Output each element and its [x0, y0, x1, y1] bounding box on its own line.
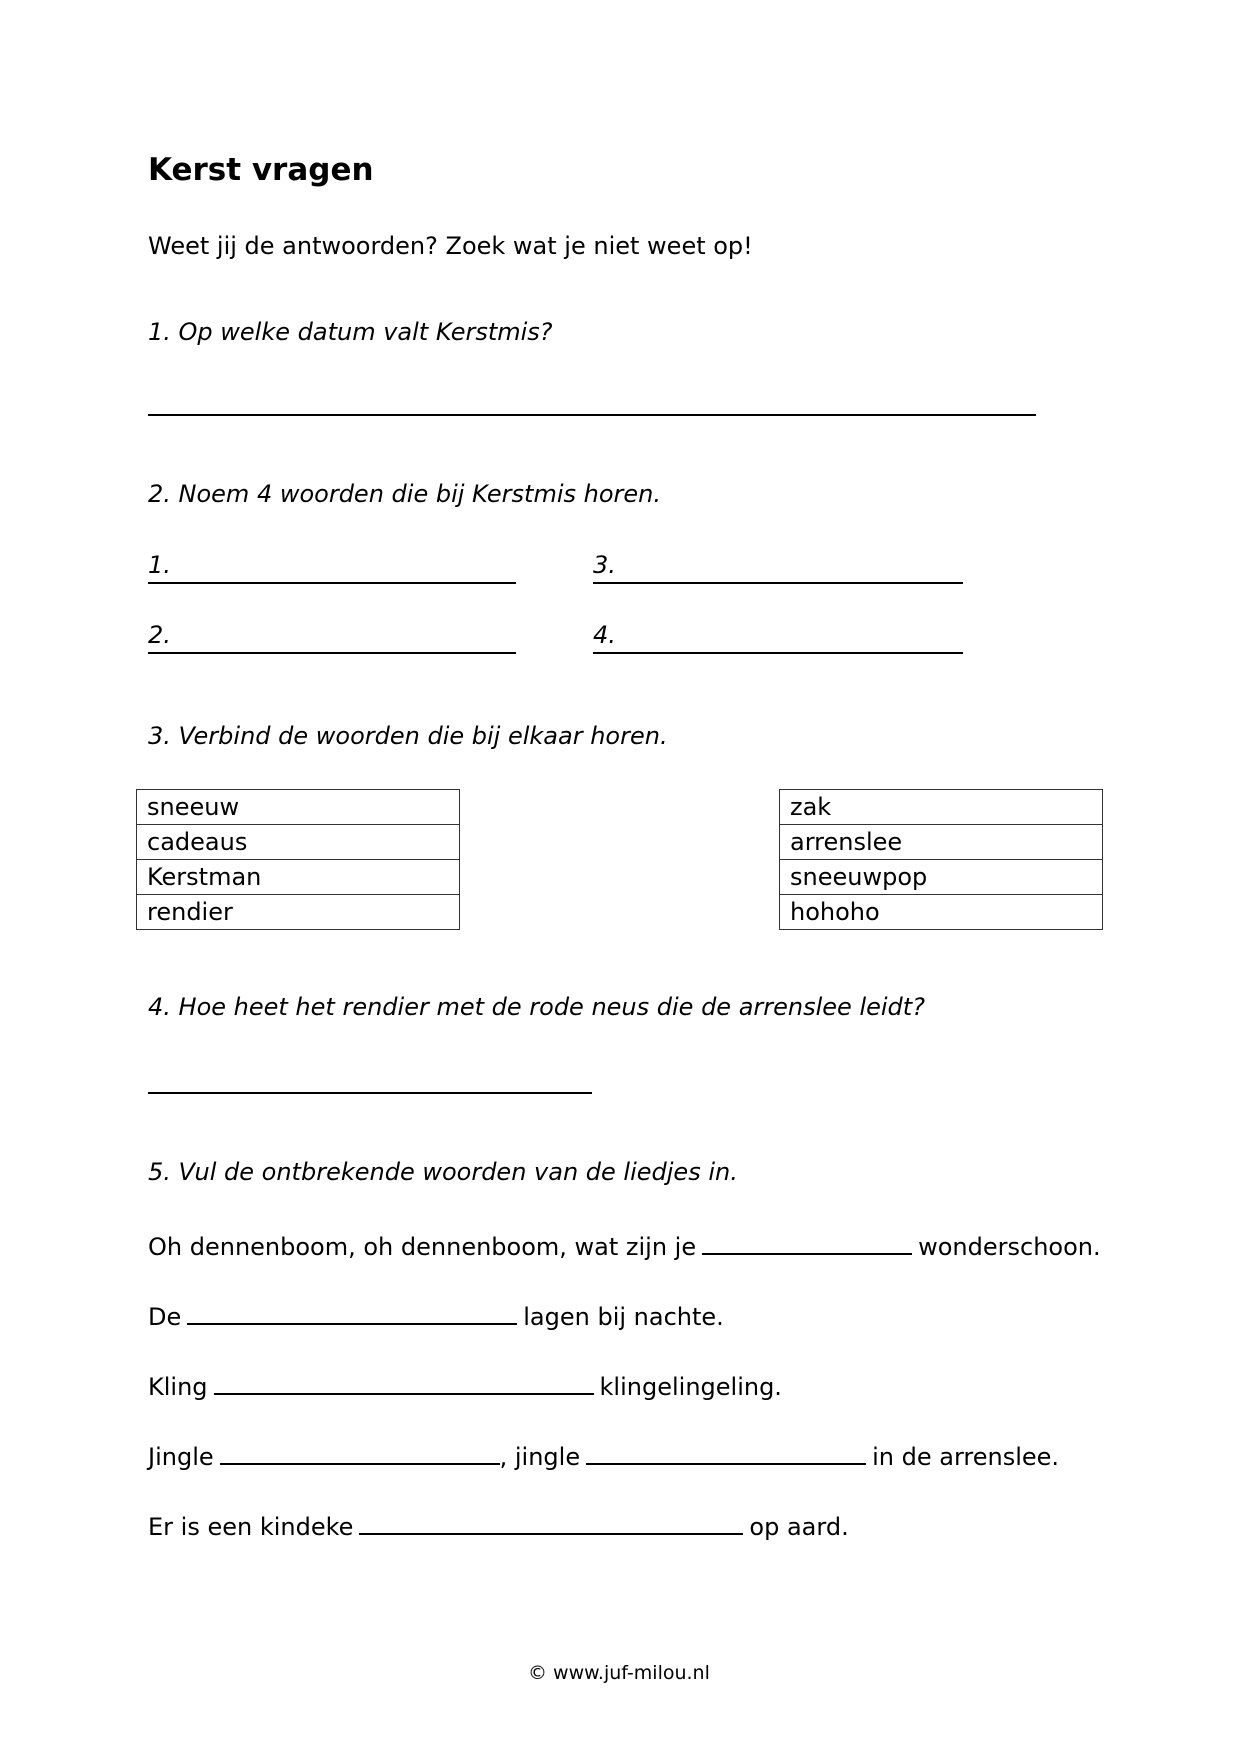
answer-number: 3.: [593, 551, 616, 579]
song-line-1: [148, 1229, 1101, 1261]
answer-line-2-1[interactable]: [148, 550, 516, 584]
answer-line-4[interactable]: [148, 1092, 592, 1094]
page-title: Kerst vragen: [148, 152, 374, 188]
intro-text: Weet jij de antwoorden? Zoek wat je niet weet op!: [148, 232, 753, 260]
right-word-table: [779, 789, 1103, 930]
right-word[interactable]: sneeuwpop: [780, 860, 1103, 895]
song-gap[interactable]: [702, 1229, 912, 1255]
song-gap[interactable]: [214, 1369, 594, 1395]
left-word[interactable]: Kerstman: [137, 860, 460, 895]
song-text: , jingle: [499, 1443, 581, 1471]
question-4: 4. Hoe heet het rendier met de rode neus die de arrenslee leidt?: [148, 993, 925, 1021]
right-word[interactable]: hohoho: [780, 895, 1103, 930]
song-text: lagen bij nachte.: [523, 1303, 724, 1331]
song-text: Kling: [148, 1373, 208, 1401]
song-gap[interactable]: [359, 1509, 743, 1535]
song-text: Oh dennenboom, oh dennenboom, wat zijn je: [148, 1233, 697, 1261]
answer-number: 2.: [148, 621, 171, 649]
song-line-5: [148, 1509, 849, 1541]
answer-line-2-2[interactable]: [148, 620, 516, 654]
song-text: wonderschoon.: [918, 1233, 1101, 1261]
song-line-2: [148, 1299, 724, 1331]
answer-number: 1.: [148, 551, 171, 579]
answer-line-1[interactable]: [148, 414, 1036, 416]
song-gap[interactable]: [220, 1439, 500, 1465]
right-word[interactable]: zak: [780, 790, 1103, 825]
footer-copyright: © www.juf-milou.nl: [528, 1662, 710, 1684]
right-word[interactable]: arrenslee: [780, 825, 1103, 860]
song-text: De: [148, 1303, 182, 1331]
left-word[interactable]: rendier: [137, 895, 460, 930]
question-2: 2. Noem 4 woorden die bij Kerstmis horen.: [148, 480, 662, 508]
song-gap[interactable]: [187, 1299, 517, 1325]
question-5: 5. Vul de ontbrekende woorden van de liedjes in.: [148, 1158, 738, 1186]
song-text: op aard.: [749, 1513, 849, 1541]
song-text: in de arrenslee.: [872, 1443, 1060, 1471]
song-line-4: [148, 1439, 1059, 1471]
left-word[interactable]: sneeuw: [137, 790, 460, 825]
question-1: 1. Op welke datum valt Kerstmis?: [148, 318, 553, 346]
song-gap[interactable]: [586, 1439, 866, 1465]
song-line-3: [148, 1369, 782, 1401]
question-3: 3. Verbind de woorden die bij elkaar horen.: [148, 722, 668, 750]
left-word[interactable]: cadeaus: [137, 825, 460, 860]
song-text: klingelingeling.: [599, 1373, 782, 1401]
song-text: Er is een kindeke: [148, 1513, 354, 1541]
answer-number: 4.: [593, 621, 616, 649]
song-text: Jingle: [148, 1443, 214, 1471]
answer-line-2-3[interactable]: [593, 550, 963, 584]
answer-line-2-4[interactable]: [593, 620, 963, 654]
left-word-table: [136, 789, 460, 930]
